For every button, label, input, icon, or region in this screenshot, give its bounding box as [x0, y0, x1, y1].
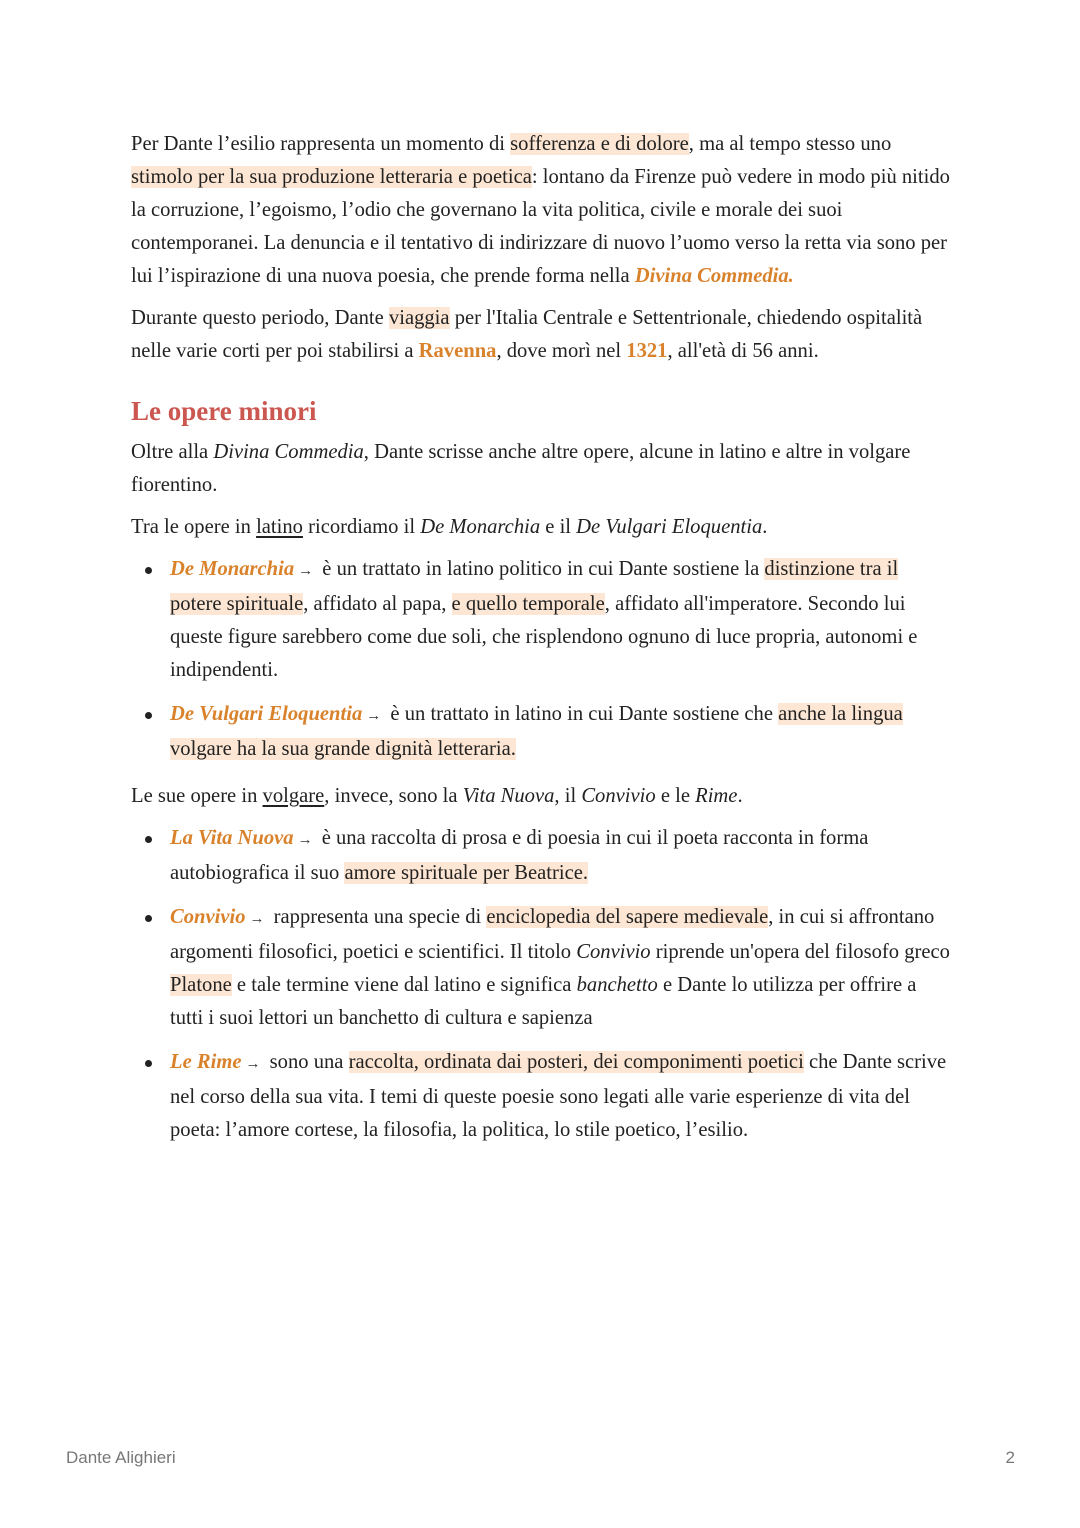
arrow-icon: →	[245, 1056, 261, 1072]
text: è un trattato in latino in cui Dante sostiene che	[385, 703, 779, 725]
text: , invece, sono la	[324, 785, 463, 807]
text: , in cui si affrontano argomenti filosofici, poetici e scientifici. Il titolo	[170, 906, 935, 963]
text: , Dante scrisse anche altre opere, alcune in latino e altre in volgare fiorentino.	[131, 441, 911, 496]
highlight: viaggia	[388, 307, 450, 329]
work-title: Convivio	[170, 906, 246, 928]
italic-title: De Vulgari Eloquentia	[576, 516, 763, 538]
arrow-icon: →	[298, 563, 314, 579]
text: , ma al tempo stesso uno	[688, 133, 892, 155]
underlined-word: volgare	[262, 785, 325, 807]
italic-title: Vita Nuova	[462, 785, 555, 807]
text: rappresenta una specie di	[268, 906, 487, 928]
list-item	[131, 698, 951, 766]
text: che Dante scrive nel corso della sua vita. I temi di queste poesie sono legati alle varie esperienze di vita del poeta: l’amore cortese, la filosofia, la politica, lo stile poetico, l’esilio.	[170, 1051, 947, 1141]
italic-word: banchetto	[576, 974, 658, 996]
paragraph-exile	[131, 128, 951, 293]
underlined-word: latino	[256, 516, 303, 538]
text: Tra le opere in	[131, 516, 257, 538]
arrow-icon: →	[366, 708, 382, 724]
list-item	[131, 553, 951, 687]
text: e il	[540, 516, 577, 538]
paragraph-latin-works	[131, 511, 951, 544]
paragraph-intro-works	[131, 436, 951, 502]
text: è un trattato in latino politico in cui Dante sostiene la	[317, 558, 765, 580]
work-title: Le Rime	[170, 1051, 242, 1073]
text: , il	[554, 785, 582, 807]
text: ricordiamo il	[302, 516, 421, 538]
text: sono una	[264, 1051, 349, 1073]
text: e tale termine viene dal latino e significa	[231, 974, 577, 996]
highlight: amore spirituale per Beatrice.	[344, 862, 589, 884]
italic-title: Divina Commedia	[213, 441, 364, 463]
keyword-ravenna: Ravenna	[418, 340, 497, 362]
section-heading: Le opere minori	[131, 396, 317, 426]
text: riprende un'opera del filosofo greco	[650, 941, 950, 963]
text: , affidato al papa,	[303, 593, 452, 615]
text: e le	[655, 785, 696, 807]
text: è una raccolta di prosa e di poesia in cui il poeta racconta in forma autobiografica il suo	[170, 827, 869, 884]
text: per l'Italia Centrale e Settentrionale, chiedendo ospitalità nelle varie corti per poi stabilirsi a	[131, 307, 923, 362]
list-item	[131, 822, 951, 890]
paragraph-travels	[131, 302, 951, 368]
text: .	[762, 516, 768, 538]
paragraph-vulgar-works	[131, 780, 951, 813]
text: , affidato all'imperatore. Secondo lui queste figure sarebbero come due soli, che risplendono ognuno di luce propria, autonomi e indipendenti.	[170, 593, 918, 681]
italic-title: De Monarchia	[420, 516, 541, 538]
work-title: La Vita Nuova	[170, 827, 294, 849]
text: .	[737, 785, 743, 807]
highlight: sofferenza e di dolore	[510, 133, 689, 155]
italic-title: Convivio	[581, 785, 656, 807]
text: , dove morì nel	[496, 340, 627, 362]
list-item	[131, 1046, 951, 1147]
list-item	[131, 901, 951, 1035]
page-content	[131, 128, 951, 1161]
keyword-divina-commedia: Divina Commedia.	[634, 265, 794, 287]
italic-title: Rime	[695, 785, 738, 807]
page-number: 2	[1005, 1448, 1015, 1467]
highlight: Platone	[170, 974, 232, 996]
highlight: stimolo per la sua produzione letteraria e poetica	[131, 166, 532, 188]
highlight: e quello temporale	[451, 593, 605, 615]
text: , all'età di 56 anni.	[667, 340, 819, 362]
highlight: distinzione tra il potere spirituale	[170, 558, 899, 615]
text: Le sue opere in	[131, 785, 263, 807]
text: : lontano da Firenze può vedere in modo più nitido la corruzione, l’egoismo, l’odio che governano la vita politica, civile e morale dei suoi contemporanei. La denuncia e il tentativo di indirizzare di nuovo l’uomo verso la retta via sono per lui l’ispirazione di una nuova poesia, che prende forma nella	[131, 166, 950, 287]
arrow-icon: →	[297, 832, 313, 848]
vulgar-works-list	[131, 822, 951, 1147]
footer-title: Dante Alighieri	[66, 1448, 176, 1467]
latin-works-list	[131, 553, 951, 766]
highlight: enciclopedia del sapere medievale	[486, 906, 769, 928]
italic-title: Convivio	[576, 941, 651, 963]
work-title: De Vulgari Eloquentia	[170, 703, 363, 725]
keyword-year: 1321	[626, 340, 668, 362]
text: e Dante lo utilizza per offrire a tutti i suoi lettori un banchetto di cultura e sapienza	[170, 974, 917, 1029]
arrow-icon: →	[249, 911, 265, 927]
highlight: raccolta, ordinata dai posteri, dei componimenti poetici	[348, 1051, 804, 1073]
text: Oltre alla	[131, 441, 214, 463]
highlight: anche la lingua volgare ha la sua grande dignità letteraria.	[170, 703, 903, 760]
work-title: De Monarchia	[170, 558, 295, 580]
text: Durante questo periodo, Dante	[131, 307, 389, 329]
text: Per Dante l’esilio rappresenta un momento di	[131, 133, 511, 155]
